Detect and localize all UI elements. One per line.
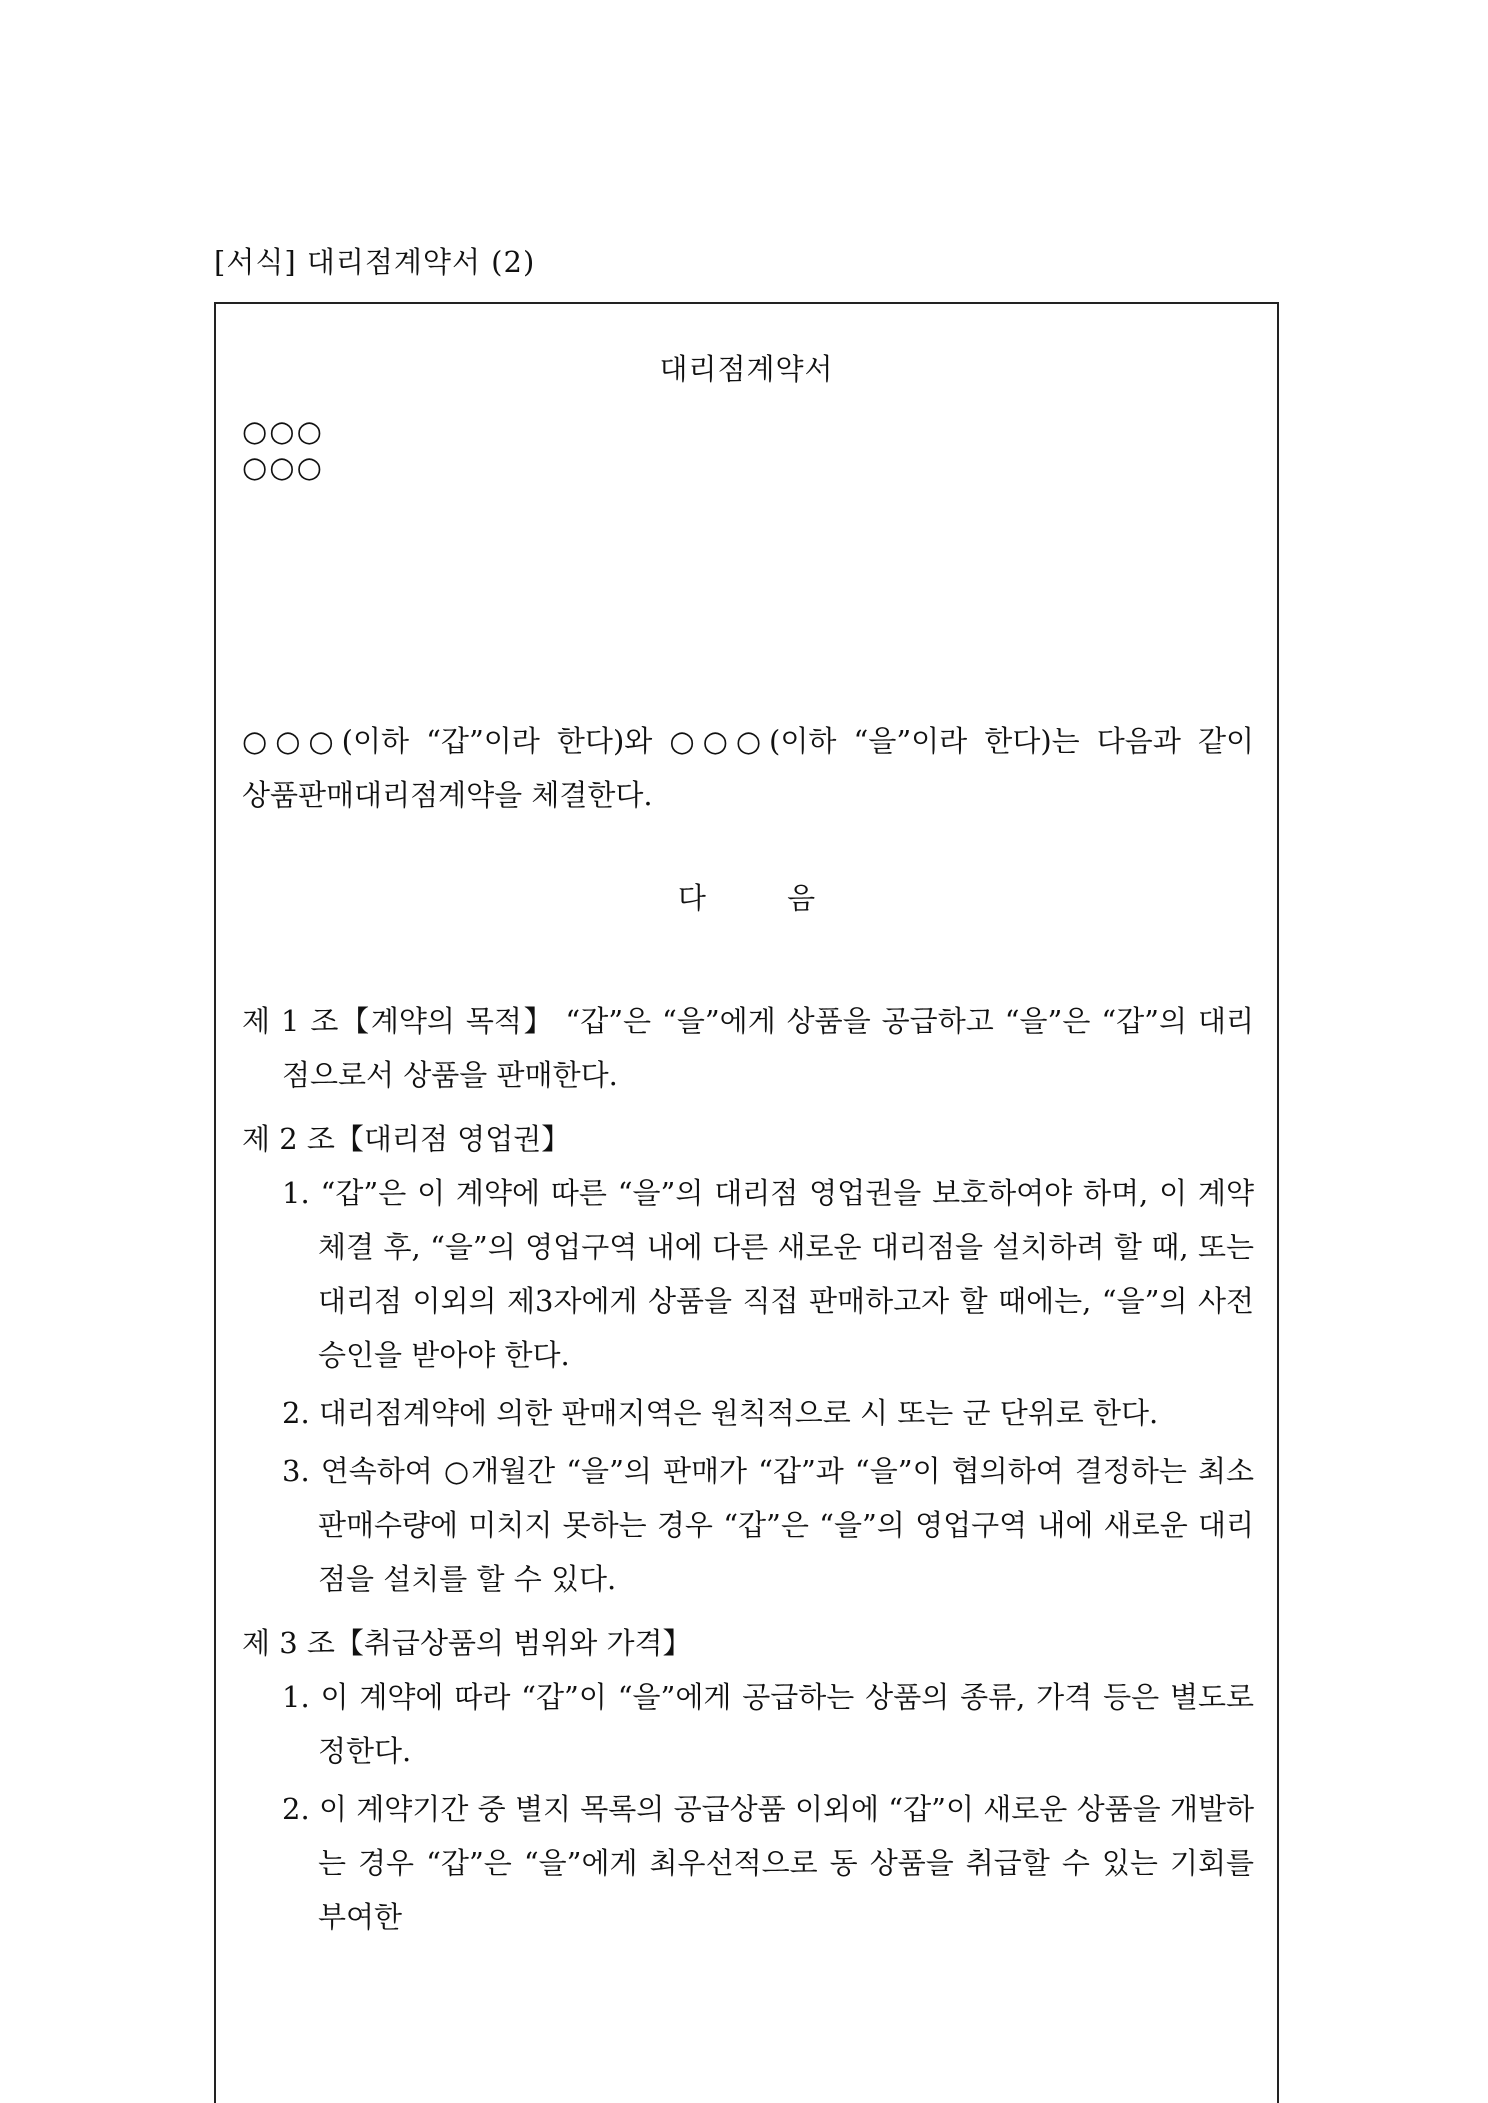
article-3-label: 제 3 조: [242, 1626, 335, 1660]
article-2-item-3: [242, 1444, 1254, 1606]
item-number: 3.: [282, 1454, 310, 1488]
article-3-item-1: [242, 1670, 1254, 1778]
document-title: 대리점계약서: [659, 352, 834, 386]
article-1-title: 【계약의 목적】: [338, 1004, 555, 1038]
item-number: 1.: [282, 1680, 310, 1714]
item-text: 대리점계약에 의한 판매지역은 원칙적으로 시 또는 군 단위로 한다.: [318, 1396, 1159, 1430]
article-1: [242, 994, 1254, 1102]
item-text: 이 계약에 따라 “갑”이 “을”에게 공급하는 상품의 종류, 가격 등은 별도로 정한다.: [318, 1680, 1254, 1768]
article-2-label: 제 2 조: [242, 1122, 335, 1156]
item-number: 1.: [282, 1176, 310, 1210]
article-1-head: [242, 994, 1254, 1102]
article-3: [242, 1616, 1254, 1944]
party-second: ○○○: [242, 450, 324, 484]
article-1-label: 제 1 조: [242, 1004, 339, 1038]
party-first: ○○○: [242, 414, 324, 448]
item-text: “갑”은 이 계약에 따른 “을”의 대리점 영업권을 보호하여야 하며, 이 계약체결 후, “을”의 영업구역 내에 다른 새로운 대리점을 설치하려 할 때, 또는 대리점 이외의 제3자에게 상품을 직접 판매하고자 할 때에는, “을”의 사전 승인을 받아야 한다.: [318, 1176, 1254, 1372]
article-2-item-1: [242, 1166, 1254, 1382]
articles: [242, 994, 1254, 1954]
article-3-item-2: [242, 1782, 1254, 1944]
article-2-title: 【대리점 영업권】: [334, 1122, 571, 1156]
item-number: 2.: [282, 1792, 310, 1826]
article-2: [242, 1112, 1254, 1606]
form-caption: [서식] 대리점계약서 (2): [214, 245, 536, 279]
document-frame: [214, 302, 1279, 2103]
article-3-head: [242, 1616, 1254, 1670]
article-2-item-2: [242, 1386, 1254, 1440]
article-3-title: 【취급상품의 범위와 가격】: [334, 1626, 692, 1660]
item-text: 연속하여 ○개월간 “을”의 판매가 “갑”과 “을”이 협의하여 결정하는 최소 판매수량에 미치지 못하는 경우 “갑”은 “을”의 영업구역 내에 새로운 대리점을 설치를 할 수 있다.: [318, 1454, 1254, 1596]
section-heading: 다 음: [677, 881, 852, 915]
item-number: 2.: [282, 1396, 310, 1430]
intro-paragraph: ○○○(이하 “갑”이라 한다)와 ○○○(이하 “을”이라 한다)는 다음과 같이 상품판매대리점계약을 체결한다.: [242, 724, 1254, 812]
article-1-text: “갑”은 “을”에게 상품을 공급하고 “을”은 “갑”의 대리점으로서 상품을 판매한다.: [282, 1004, 1254, 1092]
item-text: 이 계약기간 중 별지 목록의 공급상품 이외에 “갑”이 새로운 상품을 개발하는 경우 “갑”은 “을”에게 최우선적으로 동 상품을 취급할 수 있는 기회를 부여한: [318, 1792, 1254, 1934]
article-2-head: [242, 1112, 1254, 1166]
